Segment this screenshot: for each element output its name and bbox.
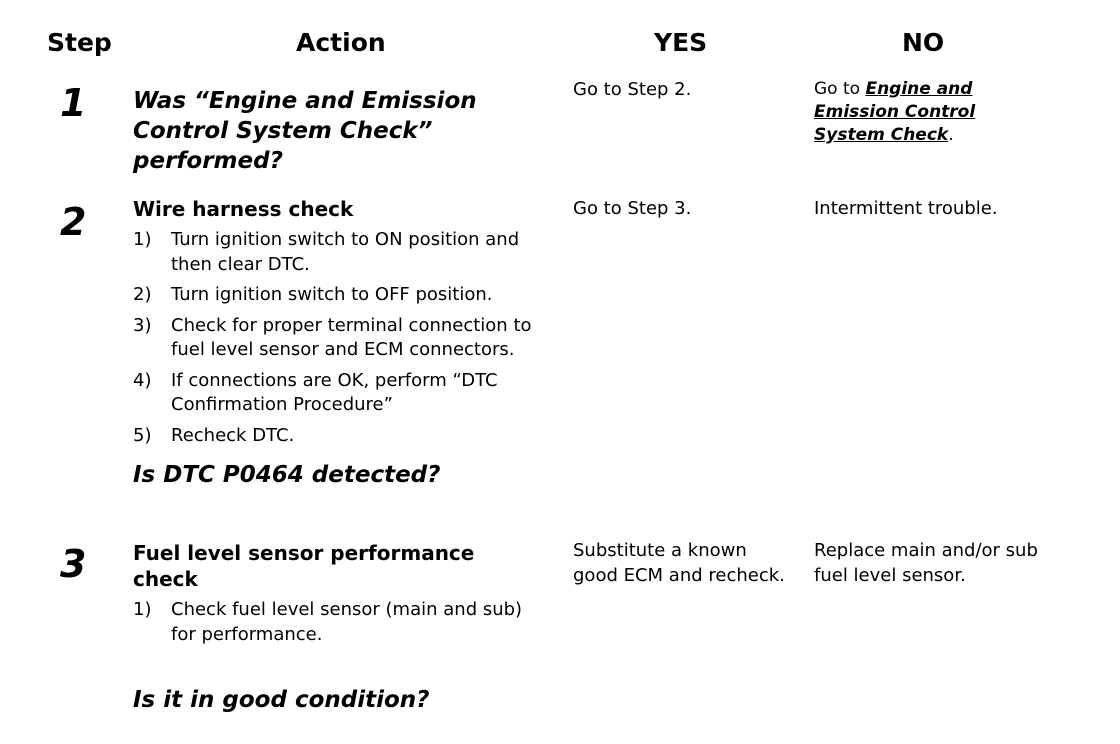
procedure-item-text: Check for proper terminal connection to fuel level sensor and ECM connectors. xyxy=(171,314,532,360)
action-cell-2 xyxy=(133,196,558,490)
no-cell-2: Intermittent trouble. xyxy=(814,198,998,219)
no-cell-1-suffix: . xyxy=(948,125,954,145)
procedure-item-text: Check fuel level sensor (main and sub) for performance. xyxy=(171,599,523,645)
procedure-item xyxy=(133,424,558,449)
step-3-question: Is it in good condition? xyxy=(133,687,430,713)
no-cell-1-prefix: Go to xyxy=(814,79,866,99)
step-3-title: Fuel level sensor performance check xyxy=(133,541,475,591)
step-number-1: 1 xyxy=(60,81,87,125)
header-action: Action xyxy=(296,28,386,57)
header-yes: YES xyxy=(654,28,708,57)
yes-cell-1: Go to Step 2. xyxy=(573,79,692,100)
header-step: Step xyxy=(47,28,112,57)
action-cell-3 xyxy=(133,540,533,715)
procedure-item-number: 1) xyxy=(133,599,152,620)
procedure-item-number: 3) xyxy=(133,314,152,336)
procedure-item-text: Turn ignition switch to OFF position. xyxy=(171,284,493,305)
procedure-item-number: 2) xyxy=(133,284,152,305)
engine-emission-check-link[interactable]: Engine and Emission Control System Check xyxy=(814,79,976,145)
procedure-item xyxy=(133,283,558,308)
procedure-item xyxy=(133,369,551,418)
no-cell-1 xyxy=(814,78,1034,147)
step-2-title: Wire harness check xyxy=(133,197,354,221)
action-cell-1 xyxy=(133,86,533,176)
procedure-item-text: If connections are OK, perform “DTC Confirmation Procedure” xyxy=(171,369,498,415)
procedure-item-number: 5) xyxy=(133,424,152,446)
step-2-question: Is DTC P0464 detected? xyxy=(133,462,441,488)
header-no: NO xyxy=(902,28,945,57)
procedure-item-text: Turn ignition switch to ON position and then clear DTC. xyxy=(171,229,520,275)
yes-cell-2: Go to Step 3. xyxy=(573,198,692,219)
yes-cell-3: Substitute a known good ECM and recheck. xyxy=(573,540,785,586)
step-1-question: Was “Engine and Emission Control System Check” performed? xyxy=(133,88,477,174)
procedure-item-text: Recheck DTC. xyxy=(171,424,295,446)
step-3-procedure-list xyxy=(133,598,523,647)
step-number-3: 3 xyxy=(60,542,87,586)
step-number-2: 2 xyxy=(60,200,87,244)
no-cell-3: Replace main and/or sub fuel level sensor. xyxy=(814,540,1038,586)
procedure-item xyxy=(133,598,523,647)
procedure-item-number: 1) xyxy=(133,229,152,250)
step-2-procedure-list xyxy=(133,228,558,448)
procedure-item xyxy=(133,228,558,277)
procedure-item-number: 4) xyxy=(133,369,152,391)
procedure-item xyxy=(133,314,551,363)
